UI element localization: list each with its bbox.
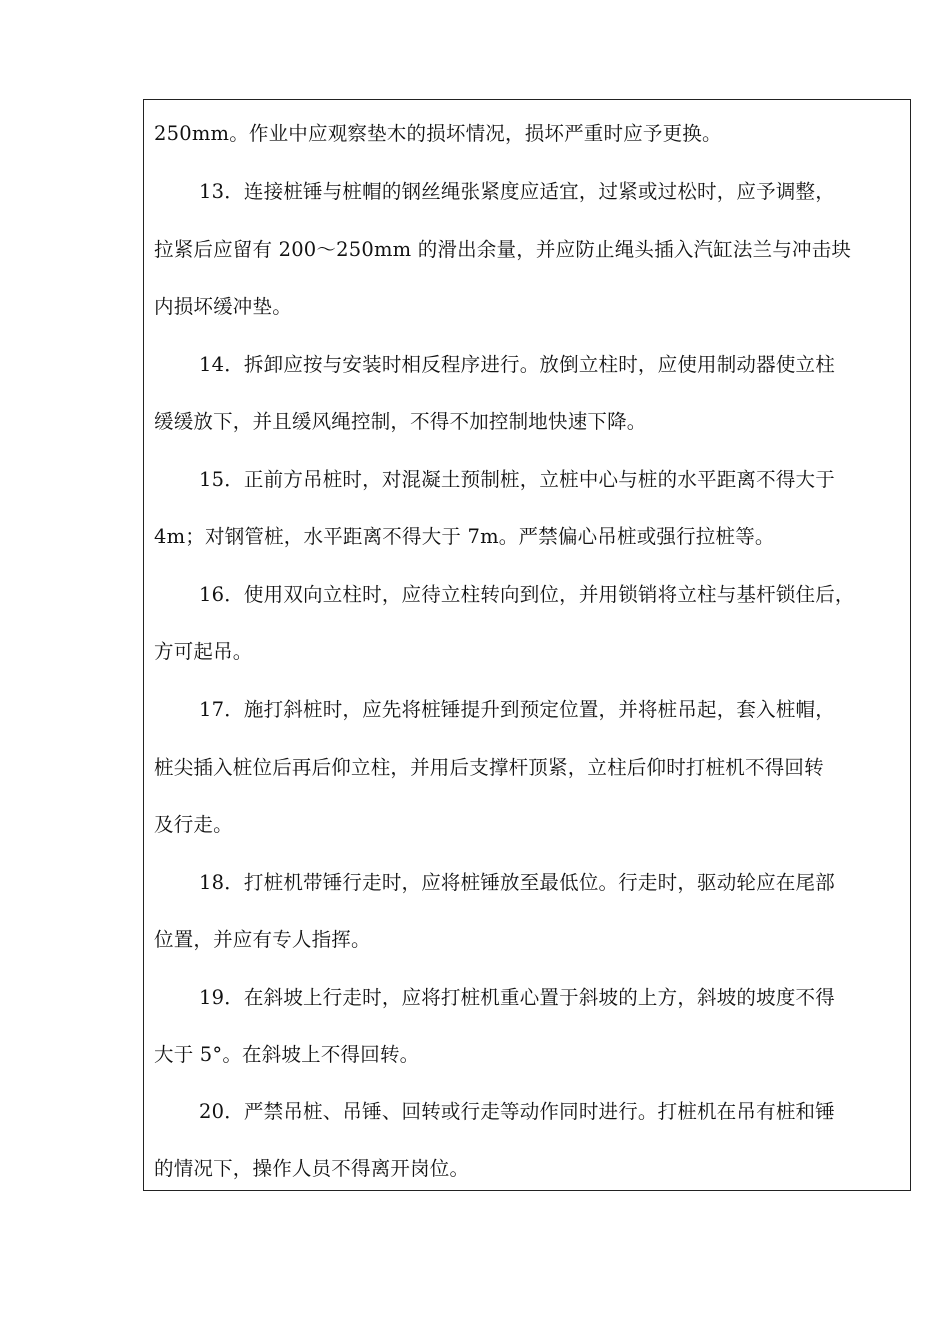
text-line: 19．在斜坡上行走时，应将打桩机重心置于斜坡的上方，斜坡的坡度不得 bbox=[199, 986, 835, 1009]
text-line: 桩尖插入桩位后再后仰立柱，并用后支撑杆顶紧，立柱后仰时打桩机不得回转 bbox=[154, 756, 824, 779]
text-line: 及行走。 bbox=[154, 813, 233, 836]
document-frame bbox=[143, 99, 911, 1191]
text-line: 13．连接桩锤与桩帽的钢丝绳张紧度应适宜，过紧或过松时，应予调整， bbox=[199, 180, 835, 203]
text-line: 14．拆卸应按与安装时相反程序进行。放倒立柱时，应使用制动器使立柱 bbox=[199, 353, 835, 376]
text-line: 位置，并应有专人指挥。 bbox=[154, 928, 371, 951]
text-line: 17．施打斜桩时，应先将桩锤提升到预定位置，并将桩吊起，套入桩帽， bbox=[199, 698, 835, 721]
text-line: 缓缓放下，并且缓风绳控制，不得不加控制地快速下降。 bbox=[154, 410, 647, 433]
text-line: 20．严禁吊桩、吊锤、回转或行走等动作同时进行。打桩机在吊有桩和锤 bbox=[199, 1100, 835, 1123]
text-line: 大于 5°。在斜坡上不得回转。 bbox=[154, 1043, 420, 1066]
text-line: 4m；对钢管桩，水平距离不得大于 7m。严禁偏心吊桩或强行拉桩等。 bbox=[154, 525, 775, 548]
text-line: 内损坏缓冲垫。 bbox=[154, 295, 292, 318]
text-line: 16．使用双向立柱时，应待立柱转向到位，并用锁销将立柱与基杆锁住后， bbox=[199, 583, 855, 606]
text-line: 拉紧后应留有 200～250mm 的滑出余量，并应防止绳头插入汽缸法兰与冲击块 bbox=[154, 238, 852, 261]
text-line: 250mm。作业中应观察垫木的损坏情况，损坏严重时应予更换。 bbox=[154, 122, 722, 145]
text-line: 18．打桩机带锤行走时，应将桩锤放至最低位。行走时，驱动轮应在尾部 bbox=[199, 871, 835, 894]
text-line: 方可起吊。 bbox=[154, 640, 253, 663]
text-line: 15．正前方吊桩时，对混凝土预制桩，立桩中心与桩的水平距离不得大于 bbox=[199, 468, 835, 491]
text-line: 的情况下，操作人员不得离开岗位。 bbox=[154, 1157, 470, 1180]
